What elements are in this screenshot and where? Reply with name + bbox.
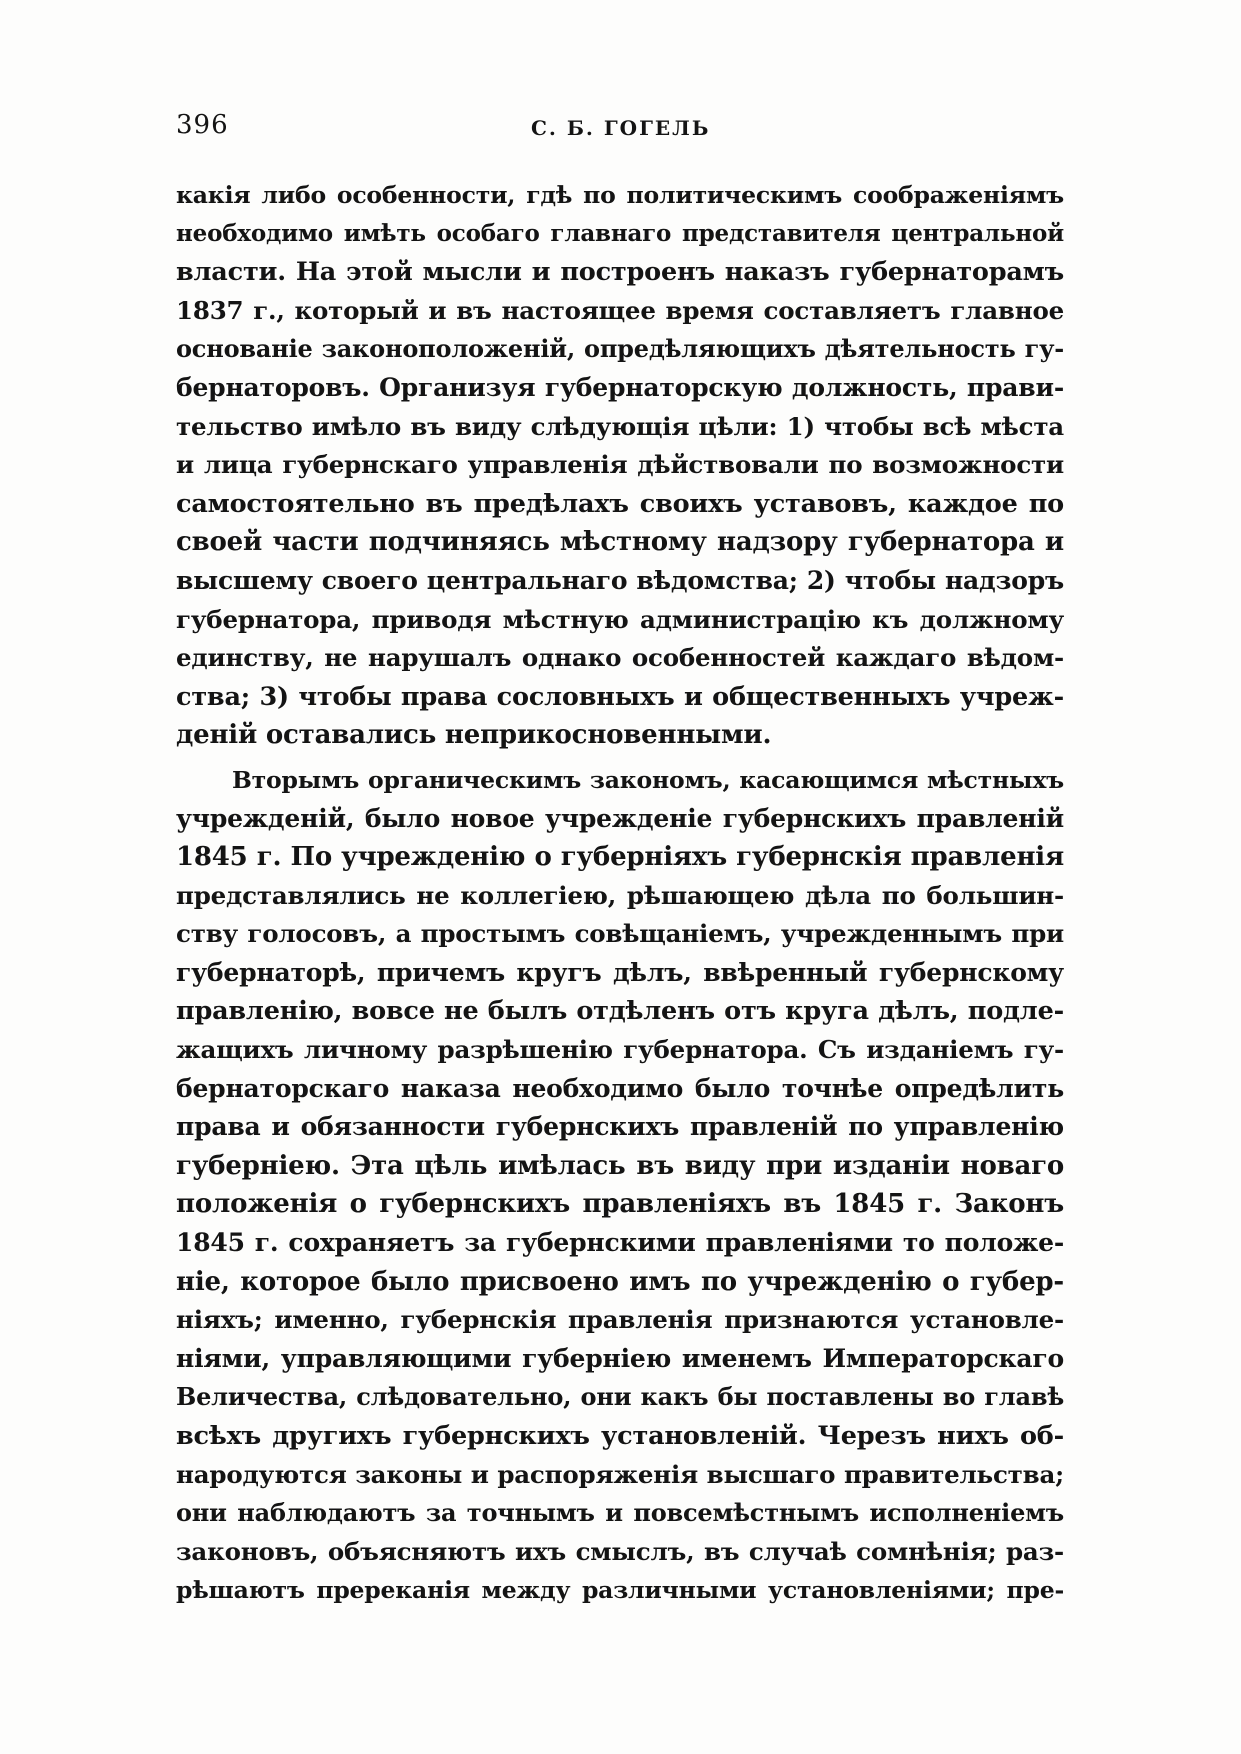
text-line: самостоятельно въ предѣлахъ своихъ уставовъ, каждое по bbox=[176, 488, 1064, 519]
text-line: своей части подчиняясь мѣстному надзору губернатора и bbox=[176, 527, 1064, 558]
text-line: ству голосовъ, а простымъ совѣщаніемъ, учрежденнымъ при bbox=[176, 919, 1064, 949]
text-line: 1845 г. сохраняетъ за губернскими правленіями то положе- bbox=[176, 1228, 1064, 1258]
text-line: высшему своего центральнаго вѣдомства; 2) чтобы надзоръ bbox=[176, 565, 1064, 595]
text-line: власти. На этой мысли и построенъ наказъ губернаторамъ bbox=[176, 257, 1064, 288]
text-line: ніе, которое было присвоено имъ по учрежденію о губер- bbox=[176, 1266, 1064, 1297]
text-line: 1837 г., который и въ настоящее время составляетъ главное bbox=[176, 295, 1064, 325]
text-line: деній оставались неприкосновенными. bbox=[176, 720, 772, 751]
text-line: законовъ, объясняютъ ихъ смыслъ, въ случаѣ сомнѣнія; раз- bbox=[176, 1536, 1064, 1566]
text-line: права и обязанности губернскихъ правленій по управленію bbox=[176, 1112, 1064, 1142]
running-title: С. Б. ГОГЕЛЬ bbox=[531, 116, 711, 140]
text-line: народуются законы и распоряженія высшаго правительства; bbox=[176, 1459, 1064, 1489]
text-line: ства; 3) чтобы права сословныхъ и общественныхъ учреж- bbox=[176, 681, 1064, 712]
text-line: бернаторовъ. Организуя губернаторскую должность, прави- bbox=[176, 372, 1064, 402]
text-line: Величества, слѣдовательно, они какъ бы поставлены во главѣ bbox=[176, 1382, 1064, 1412]
text-line: ніяхъ; именно, губернскія правленія признаются установле- bbox=[176, 1305, 1064, 1335]
text-line: губернатора, приводя мѣстную администрацію къ должному bbox=[176, 604, 1064, 634]
text-line: учрежденій, было новое учрежденіе губернскихъ правленій bbox=[176, 803, 1064, 833]
paragraph bbox=[176, 761, 1064, 1610]
text-line: необходимо имѣть особаго главнаго представителя центральной bbox=[176, 219, 1064, 247]
body-text bbox=[176, 176, 1064, 1610]
page-number: 396 bbox=[176, 110, 229, 140]
text-line: ніями, управляющими губерніею именемъ Императорскаго bbox=[176, 1343, 1064, 1373]
text-line: Вторымъ органическимъ закономъ, касающимся мѣстныхъ bbox=[232, 765, 1064, 794]
text-line: жащихъ личному разрѣшенію губернатора. Съ изданіемъ гу- bbox=[176, 1035, 1064, 1065]
paragraph bbox=[176, 176, 1064, 755]
text-line: рѣшаютъ пререканія между различными установленіями; пре- bbox=[176, 1576, 1064, 1605]
text-line: 1845 г. По учрежденію о губерніяхъ губернскія правленія bbox=[176, 842, 1064, 873]
text-line: основаніе законоположеній, опредѣляющихъ дѣятельность гу- bbox=[176, 334, 1064, 364]
text-line: они наблюдаютъ за точнымъ и повсемѣстнымъ исполненіемъ bbox=[176, 1498, 1064, 1528]
text-line: губернаторѣ, причемъ кругъ дѣлъ, ввѣренный губернскому bbox=[176, 957, 1064, 987]
text-line: тельство имѣло въ виду слѣдующія цѣли: 1) чтобы всѣ мѣста bbox=[176, 411, 1064, 441]
text-line: правленію, вовсе не былъ отдѣленъ отъ круга дѣлъ, подле- bbox=[176, 996, 1064, 1027]
text-line: единству, не нарушалъ однако особенностей каждаго вѣдом- bbox=[176, 643, 1064, 673]
text-line: губерніею. Эта цѣль имѣлась въ виду при изданіи новаго bbox=[176, 1150, 1064, 1181]
text-line: положенія о губернскихъ правленіяхъ въ 1845 г. Законъ bbox=[176, 1189, 1064, 1220]
running-head bbox=[176, 110, 1060, 150]
text-line: и лица губернскаго управленія дѣйствовали по возможности bbox=[176, 450, 1064, 480]
text-line: представлялись не коллегіею, рѣшающею дѣла по большин- bbox=[176, 880, 1064, 910]
text-line: всѣхъ другихъ губернскихъ установленій. Черезъ нихъ об- bbox=[176, 1421, 1064, 1451]
text-line: бернаторскаго наказа необходимо было точнѣе опредѣлить bbox=[176, 1073, 1064, 1103]
text-line: какія либо особенности, гдѣ по политическимъ соображеніямъ bbox=[176, 181, 1064, 209]
